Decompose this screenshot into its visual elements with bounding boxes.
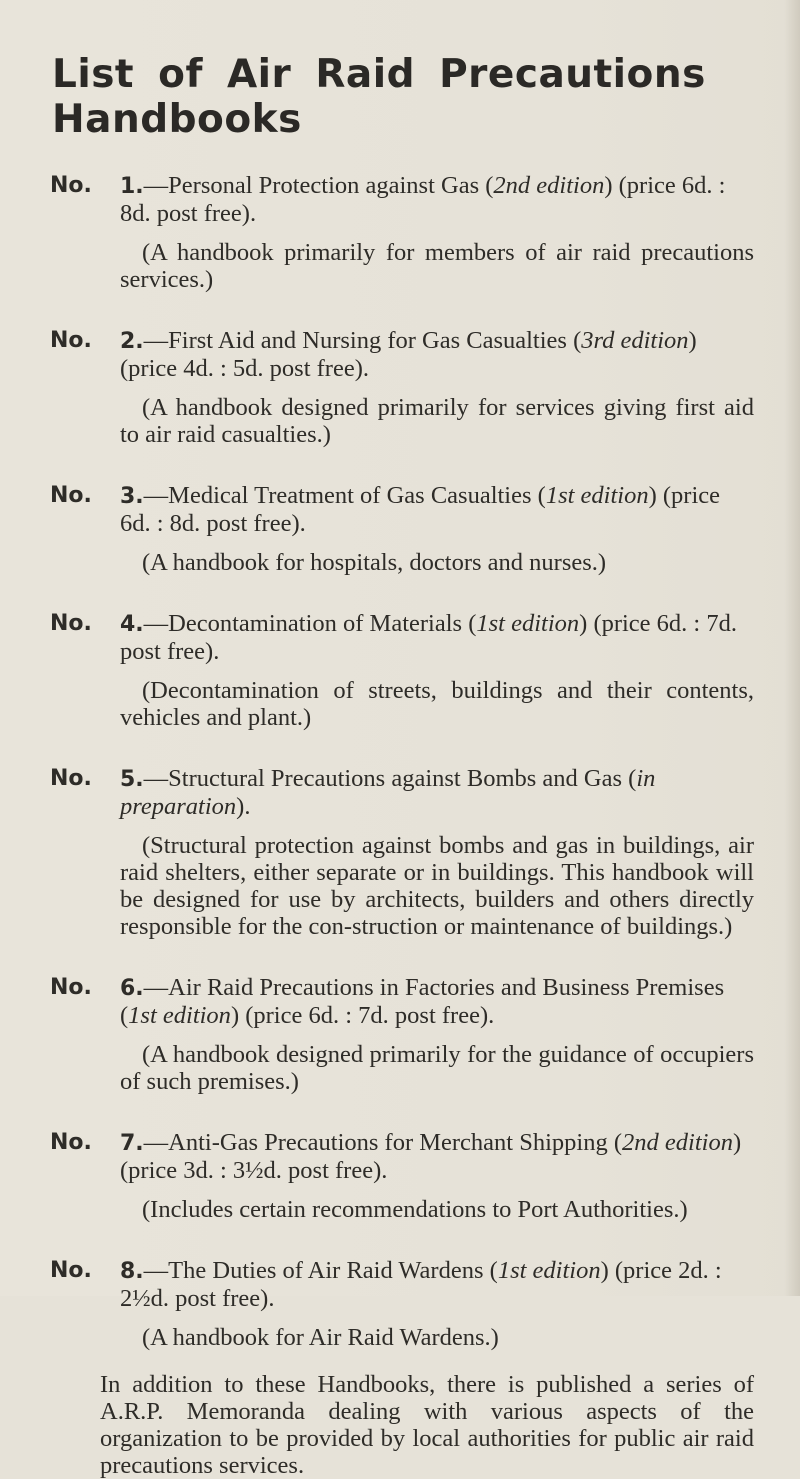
entry-edition: 3rd edition xyxy=(581,327,689,354)
handbook-entry-6 xyxy=(50,974,754,1095)
entry-edition: 2nd edition xyxy=(622,1129,733,1156)
entry-number: 2. xyxy=(120,329,144,354)
entry-no-label: No. xyxy=(50,611,92,636)
entry-title: —First Aid and Nursing for Gas Casualties xyxy=(143,327,567,354)
entry-title: —The Duties of Air Raid Wardens xyxy=(143,1257,484,1284)
entry-title: —Medical Treatment of Gas Casualties xyxy=(143,482,532,509)
handbook-entry-4 xyxy=(50,610,754,731)
entry-no-label: No. xyxy=(50,328,92,353)
page-edge-shadow xyxy=(784,0,800,1296)
entry-price: (price 6d. : 8d. post free). xyxy=(120,482,721,537)
entry-price: (price 2d. : 2½d. post free). xyxy=(120,1257,722,1312)
handbook-entry-5 xyxy=(50,765,754,940)
entry-title: —Air Raid Precautions in Factories and Business Premises xyxy=(143,974,725,1001)
entry-description: (A handbook primarily for members of air raid precautions services.) xyxy=(120,239,754,293)
entry-number: 8. xyxy=(120,1259,144,1284)
entry-description: (Includes certain recommendations to Port Authorities.) xyxy=(142,1196,688,1223)
entry-price: (price 3d. : 3½d. post free). xyxy=(120,1157,388,1184)
entry-description: (A handbook for hospitals, doctors and nurses.) xyxy=(142,549,607,576)
entry-title: —Personal Protection against Gas xyxy=(143,172,480,199)
entry-price: (price 4d. : 5d. post free). xyxy=(120,355,369,382)
entry-number: 5. xyxy=(120,767,144,792)
entry-description: (A handbook designed primarily for services giving first aid to air raid casualties.) xyxy=(120,394,754,448)
entry-heading: 8.—The Duties of Air Raid Wardens (1st edition) (price 2d. : 2½d. post free). xyxy=(120,1257,722,1312)
entry-no-label: No. xyxy=(50,1130,92,1155)
entry-title: —Anti-Gas Precautions for Merchant Shipping xyxy=(143,1129,608,1156)
entry-price: (price 6d. : 8d. post free). xyxy=(120,172,726,227)
entry-heading: 5.—Structural Precautions against Bombs and Gas (in preparation). xyxy=(120,765,656,820)
entry-edition: 1st edition xyxy=(128,1002,231,1029)
entry-heading: 2.—First Aid and Nursing for Gas Casualties (3rd edition) (price 4d. : 5d. post free). xyxy=(120,327,697,382)
handbook-entry-8 xyxy=(50,1257,754,1351)
entry-heading: 1.—Personal Protection against Gas (2nd edition) (price 6d. : 8d. post free). xyxy=(120,172,726,227)
handbook-entry-1 xyxy=(50,172,754,293)
entry-no-label: No. xyxy=(50,975,92,1000)
entry-price: (price 6d. : 7d. post free). xyxy=(120,610,737,665)
entry-edition: in preparation xyxy=(120,765,656,820)
handbook-entry-3 xyxy=(50,482,754,576)
entry-price: (price 6d. : 7d. post free). xyxy=(245,1002,495,1029)
entry-heading: 7.—Anti-Gas Precautions for Merchant Shipping (2nd edition) (price 3d. : 3½d. post free). xyxy=(120,1129,742,1184)
handbook-entry-7 xyxy=(50,1129,754,1223)
entry-number: 1. xyxy=(120,174,144,199)
entry-description: (A handbook for Air Raid Wardens.) xyxy=(142,1324,499,1351)
entry-number: 6. xyxy=(120,976,144,1001)
entry-heading: 6.—Air Raid Precautions in Factories and Business Premises (1st edition) (price 6d. : 7d. post free). xyxy=(120,974,725,1029)
closing-paragraph: In addition to these Handbooks, there is published a series of A.R.P. Memoranda dealing with various aspects of the organization to be provided by local authorities for public air raid precautions services. xyxy=(100,1371,754,1479)
entry-edition: 1st edition xyxy=(476,610,580,637)
entry-number: 3. xyxy=(120,484,144,509)
entry-title: —Structural Precautions against Bombs and Gas xyxy=(143,765,623,792)
entry-edition: 1st edition xyxy=(545,482,649,509)
entry-heading: 3.—Medical Treatment of Gas Casualties (1st edition) (price 6d. : 8d. post free). xyxy=(120,482,721,537)
entry-number: 4. xyxy=(120,612,144,637)
handbook-entry-2 xyxy=(50,327,754,448)
entry-description: (Structural protection against bombs and gas in buildings, air raid shelters, either separate or in buildings. This handbook will be designed for use by architects, builders and others directly responsible for the con-struction or maintenance of buildings.) xyxy=(120,832,754,940)
entry-title: —Decontamination of Materials xyxy=(143,610,463,637)
entry-description: (A handbook designed primarily for the guidance of occupiers of such premises.) xyxy=(120,1041,754,1095)
entry-heading: 4.—Decontamination of Materials (1st edition) (price 6d. : 7d. post free). xyxy=(120,610,737,665)
page-title: List of Air Raid Precautions Handbooks xyxy=(52,52,706,142)
entry-edition: 1st edition xyxy=(497,1257,601,1284)
entry-price: . xyxy=(244,793,251,820)
entry-no-label: No. xyxy=(50,1258,92,1283)
entry-number: 7. xyxy=(120,1131,144,1156)
entry-description: (Decontamination of streets, buildings and their contents, vehicles and plant.) xyxy=(120,677,754,731)
entry-no-label: No. xyxy=(50,766,92,791)
entry-no-label: No. xyxy=(50,173,92,198)
entry-no-label: No. xyxy=(50,483,92,508)
entry-edition: 2nd edition xyxy=(493,172,605,199)
